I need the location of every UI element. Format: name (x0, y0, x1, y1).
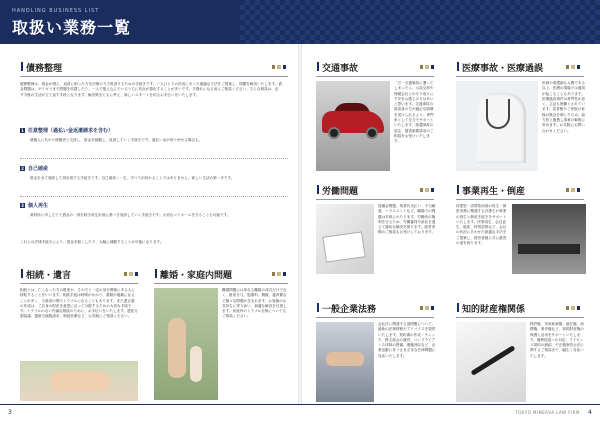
header-checker-pattern (240, 0, 600, 44)
firm-name: TOKYO MINERVA LAW FIRM (515, 410, 580, 415)
debt-item-1-text: 債権人に代わり債権者と交渉し、借金を減額し、返済していく手続きです。過払い金が取り戻せる場合も。 (30, 138, 203, 142)
paper-shape (322, 231, 365, 262)
doctor-photo (456, 81, 538, 171)
office-photo (316, 204, 374, 274)
divider-rule (20, 283, 138, 284)
handshake-photo (316, 322, 374, 402)
debt-item-3-title (20, 202, 48, 209)
meeting-room-photo (512, 204, 586, 274)
item-title: 自己破産 (28, 166, 49, 172)
debt-item-3-text: 裁判所に申し立てて借金の一部を除き再生計画に基づき返済していく手続きです。大切なマイホームを守ることも可能です。 (30, 213, 231, 217)
table-shape (518, 244, 580, 254)
figure-child (190, 346, 202, 382)
ornament-squares (272, 65, 286, 69)
divider-rule (456, 199, 584, 200)
item-title: 任意整理（過払い金返還請求を含む） (28, 128, 114, 134)
divider-rule (316, 76, 434, 77)
divider-rule (456, 76, 584, 77)
car-accident-photo (316, 81, 390, 171)
debt-outro: これらの法律手続きにより、借金を軽くしたり、大幅に減額することが可能になります。 (20, 240, 164, 244)
inheritance-section-title: 相続・遺言 (26, 268, 71, 281)
ornament-squares (272, 272, 286, 276)
divider-rule (316, 199, 434, 200)
ornament-squares (566, 188, 580, 192)
pen-document-photo (456, 322, 526, 402)
dotted-divider (20, 196, 288, 197)
inheritance-text: 相続とは、亡くなった方の財産が、その方と一定の身分関係にある人に移転することをいいます。相続手続は時間がかかり、書類が複雑になることが多く、当事者の間でトラブルになることもあります。また遺言書の作成は、ご自身の財産を意思に沿って分配するための大切な手段です。トラブルのない円満な相続のために、お手伝いをいたします。遺産分割協議、遺留分減殺請求、相続放棄など、お気軽にご相談ください。 (20, 288, 138, 319)
divorce-section-title: 離婚・家庭内問題 (160, 268, 232, 281)
debt-item-2-text: 借金を全て免除して再出発する手続きです。自己破産＝一生、すべてが終わることではありません。新しい生活の第一歩です。 (30, 176, 235, 180)
labor-text: 退職金問題、残業代未払い、不当解雇、ハラスメントなど、職場での問題は多岐にわたります。労働者の権利を守るため、労働審判や訴訟を通じて適切な解決を図ります。経営者側のご相談もお受けしております。 (378, 204, 436, 235)
ip-section-title: 知的財産権関係 (462, 302, 525, 315)
page-header (0, 0, 600, 44)
divider-rule (456, 317, 584, 318)
page-spine (298, 44, 302, 404)
ornament-squares (420, 306, 434, 310)
item-number: 1 (21, 128, 24, 133)
page-number-right: 4 (588, 409, 592, 416)
ornament-squares (566, 65, 580, 69)
corporate-text: 会社法に関連する諸問題について、最新の法律情報やアドバイスを提供いたします。契約書の作成・チェック、株主総会の運営、コンプライアンス体制の整備、債権回収など、企業活動に伴うさまざまな法律問題に対応いたします。 (378, 322, 436, 358)
divider-rule (20, 76, 288, 77)
traffic-section-title: 交通事故 (322, 61, 358, 74)
car-wheel (366, 127, 378, 139)
business-section-title: 事業再生・倒産 (462, 184, 525, 197)
figure-adult (168, 318, 186, 378)
hands-shape (326, 352, 364, 366)
divider-rule (154, 283, 288, 284)
page-title: 取扱い業務一覧 (12, 18, 132, 37)
medical-text: 医師や看護師も人間である以上、医療の現場では過誤が起こることもあります。医療過誤事件は専門性が高く、立証も困難とされています。患者様やご家族の皆様の無念を晴らすため、協力医と連携し事案の解明に努めます。お気軽にお問い合わせください。 (542, 81, 586, 133)
medical-section-title: 医療事故・医療過誤 (462, 61, 543, 74)
ornament-squares (566, 306, 580, 310)
debt-item-2-title (20, 165, 48, 172)
item-number: 2 (21, 166, 24, 171)
ornament-squares (420, 188, 434, 192)
page-footer (0, 404, 600, 424)
item-number: 3 (21, 203, 24, 208)
header-subtitle: HANDLING BUSINESS LIST (12, 8, 100, 14)
traffic-text: 「万一交通事故に遭ってしまったら、示談交渉や保険会社とのやり取りに不安をお感じの方は多いと思います。交通事故の被害者の方が適正な賠償を受けられるよう、専門家として全力でサポートいたします。後遺障害の認定、損害賠償請求のご相談をお受けいたします。 (394, 81, 434, 144)
hands-shape (50, 371, 110, 391)
stethoscope-icon (486, 99, 510, 129)
hands-photo (20, 361, 138, 401)
pen-icon (470, 345, 515, 376)
car-wheel (328, 127, 340, 139)
divorce-text: 離婚問題には単なる離婚の成否だけでなく、財産分与、慰謝料、親権、養育費など様々な問題が含まれます。お客様のお気持ちに寄り添い、最適な解決を目指します。家庭内のトラブル全般についてもご相談ください。 (222, 288, 287, 319)
labor-section-title: 労働問題 (322, 184, 358, 197)
ornament-squares (420, 65, 434, 69)
debt-intro: 債務整理は、借金が増え、返済に困った方を法律の力で救済するための手続きです。一人ひとりの状況にあった最適な方法をご提案し、問題を解決いたします。借金問題は、ギリギリまで問題を放置したり、一人で抱え込んでいるうちに状況が悪化することが多いです。手遅れになる前にご相談ください。そんな相談は、必ず今後の生活が立て直す手段となります。解決策をともに考え、新しいスタートを切るお手伝いをいたします。 (20, 82, 282, 97)
debt-section-title: 債務整理 (26, 61, 62, 74)
ip-text: 特許権、実用新案権、意匠権、商標権、著作権など、知的財産権の保護と活用をサポートいたします。権利侵害への対応、ライセンス契約の締結、不正競争防止法に関するご相談まで、幅広く対応いたします。 (530, 322, 584, 358)
business-text: 再建型・清算型両面の再生・倒産実務に精通する弁護士が事業の再生と倒産手続きをサポートいたします。民事再生、会社更生、破産、特別清算など、会社の状況にあわせた最適な手法をご提案し、経営者様と共に最善の道を探ります。 (456, 204, 507, 246)
dotted-divider (20, 158, 288, 159)
family-photo (154, 288, 218, 400)
corporate-section-title: 一般企業法務 (322, 302, 376, 315)
page-number-left: 3 (8, 409, 12, 416)
debt-item-1-title (20, 127, 113, 134)
ornament-squares (124, 272, 138, 276)
item-title: 個人再生 (28, 203, 49, 209)
divider-rule (316, 317, 434, 318)
